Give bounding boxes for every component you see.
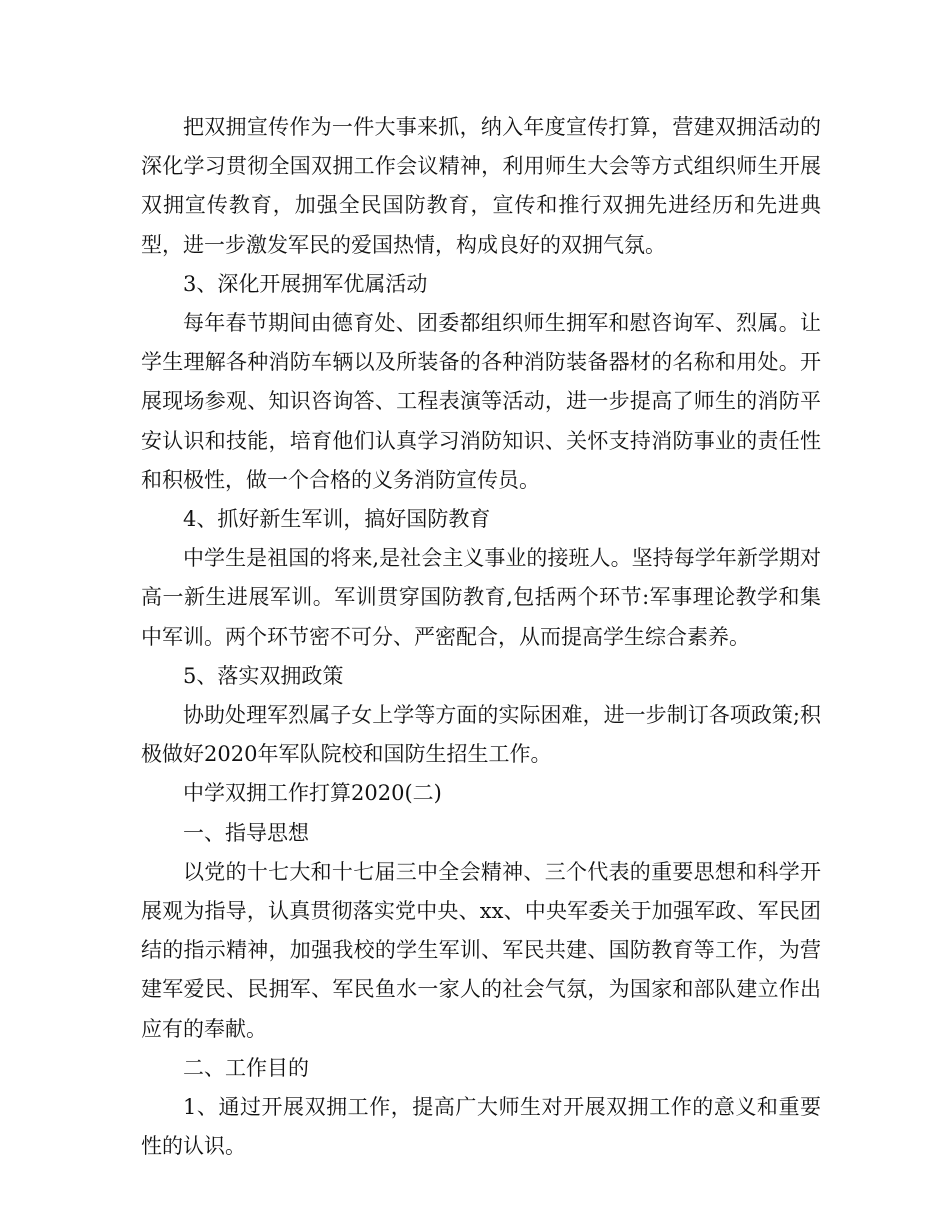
- heading-guiding-ideology: 一、指导思想: [183, 820, 309, 845]
- heading-military-training: 4、抓好新生军训，搞好国防教育: [183, 507, 491, 532]
- heading-work-goal: 二、工作目的: [183, 1055, 309, 1080]
- paragraph-publicity: 把双拥宣传作为一件大事来抓，纳入年度宣传打算，营建双拥活动的深化学习贯彻全国双拥工作会议精神，利用师生大会等方式组织师生开展双拥宣传教育，加强全民国防教育，宣传和推行双拥先进经历和先进典型，进一步激发军民的爱国热情，构成良好的双拥气氛。: [141, 115, 821, 257]
- paragraph-spring-festival: 每年春节期间由德育处、团委都组织师生拥军和慰咨询军、烈属。让学生理解各种消防车辆以及所装备的各种消防装备器材的名称和用处。开展现场参观、知识咨询答、工程表演等活动，进一步提高了师生的消防平安认识和技能，培育他们认真学习消防知识、关怀支持消防事业的责任性和积极性，做一个合格的义务消防宣传员。: [141, 311, 821, 492]
- heading-policy: 5、落实双拥政策: [183, 663, 344, 688]
- paragraph-policy: 协助处理军烈属子女上学等方面的实际困难，进一步制订各项政策;积极做好2020年军队院校和国防生招生工作。: [141, 703, 821, 767]
- paragraph-guiding-ideology: 以党的十七大和十七届三中全会精神、三个代表的重要思想和科学开展观为指导，认真贯彻落实党中央、xx、中央军委关于加强军政、军民团结的指示精神，加强我校的学生军训、军民共建、国防教育等工作，为营建军爱民、民拥军、军民鱼水一家人的社会气氛，为国家和部队建立作出应有的奉献。: [141, 859, 821, 1041]
- document-page: [141, 108, 821, 1166]
- paragraph-students-future: 中学生是祖国的将来,是社会主义事业的接班人。坚持每学年新学期对高一新生进展军训。军训贯穿国防教育,包括两个环节:军事理论教学和集中军训。两个环节密不可分、严密配合，从而提高学生综合素养。: [141, 546, 821, 649]
- section-title: 中学双拥工作打算2020(二): [183, 781, 442, 806]
- paragraph-work-goal: 1、通过开展双拥工作，提高广大师生对开展双拥工作的意义和重要性的认识。: [141, 1095, 821, 1159]
- heading-support-military: 3、深化开展拥军优属活动: [183, 271, 428, 296]
